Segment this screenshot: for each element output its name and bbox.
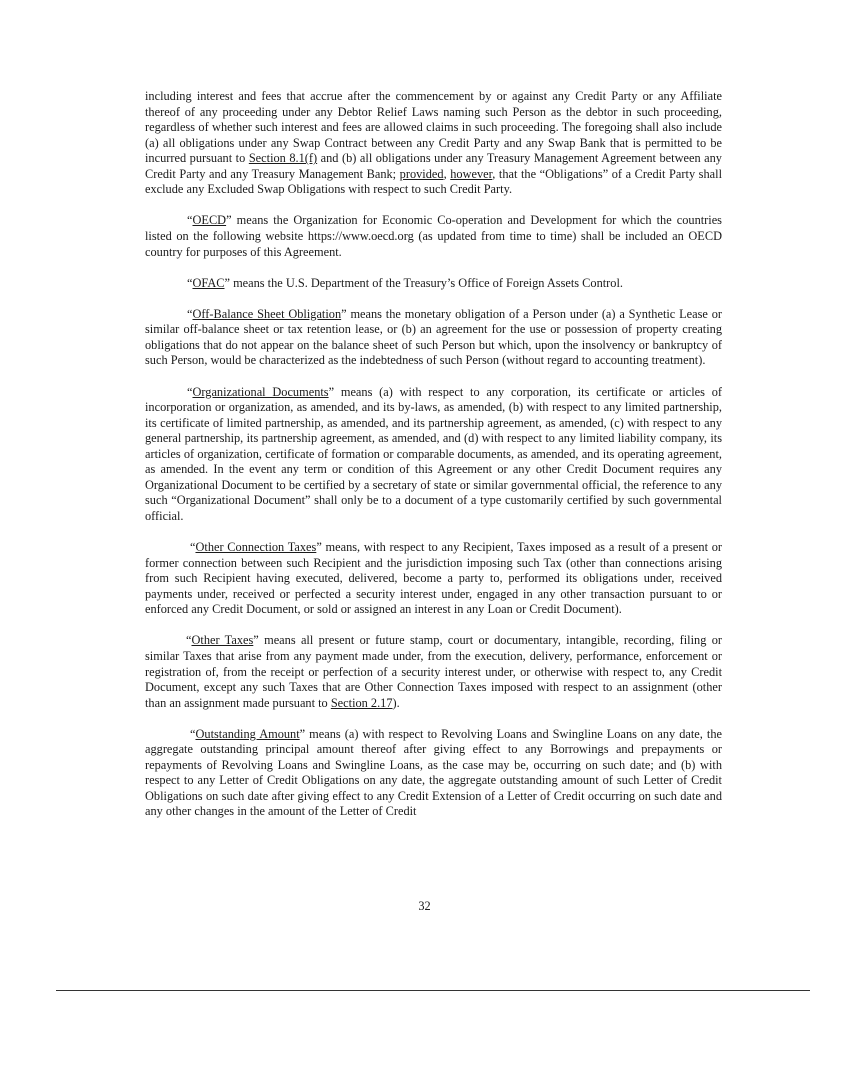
definition-text: ” means the monetary obligation of a Person under (a) a Synthetic Lease or similar off-balance sheet or tax retention lease, or (b) an agreement for the use or possession of property creating obligations that do not appear on the balance sheet of such Person but which, upon the insolvency or bankruptcy of such Person, would be characterized as the indebtedness of such Person (without regard to accounting treatment). (145, 306, 722, 368)
definition-ofac (145, 276, 722, 292)
definition-other-connection-taxes (145, 540, 722, 618)
definition-text: ” means the U.S. Department of the Treasury’s Office of Foreign Assets Control. (224, 275, 623, 290)
page-body (145, 89, 722, 820)
definition-text: ” means (a) with respect to Revolving Loans and Swingline Loans on any date, the aggregate outstanding principal amount thereof after giving effect to any Borrowings and prepayments or repayments of Revolving Loans and Swingline Loans, as the case may be, occurring on such date; and (b) with respect to any Letter of Credit Obligations on any date, the aggregate outstanding amount of such Letter of Credit Obligations on such date after giving effect to any Credit Extension of a Letter of Credit occurring on such date and any other changes in the amount of the Letter of Credit (145, 726, 722, 819)
defined-term: OFAC (192, 275, 225, 290)
paragraph-text: and (b) all obligations under any Treasury Management Agreement between any Credit Party and any Treasury Management Bank; (145, 151, 722, 181)
page-number: 32 (418, 899, 431, 913)
defined-term: OECD (192, 213, 227, 228)
emphasis-however: however (450, 166, 493, 181)
emphasis-provided: provided (399, 166, 444, 181)
open-quote: “ (186, 633, 192, 648)
paragraph-text: , (443, 166, 451, 181)
open-quote: “ (190, 540, 196, 555)
defined-term: Off-Balance Sheet Obligation (192, 306, 342, 321)
defined-term: Outstanding Amount (195, 726, 300, 741)
defined-term: Other Taxes (191, 633, 254, 648)
open-quote: “ (187, 306, 193, 321)
defined-term: Other Connection Taxes (195, 540, 317, 555)
definition-oecd (145, 213, 722, 260)
obligations-continuation-paragraph (145, 89, 722, 198)
open-quote: “ (187, 213, 193, 228)
section-reference: Section 2.17 (330, 695, 393, 710)
definition-text: ” means the Organization for Economic Co-operation and Development for which the countries listed on the following website https://www.oecd.org (as updated from time to time) shall be included an OECD country for purposes of this Agreement. (145, 213, 722, 259)
paragraph-text: including interest and fees that accrue after the commencement by or against any Credit Party or any Affiliate thereof of any proceeding under any Debtor Relief Laws naming such Person as the debtor in such proceeding, regardless of whether such interest and fees are allowed claims in such proceeding. The foregoing shall also include (a) all obligations under any Swap Contract between any Credit Party and any Swap Bank that is permitted to be incurred pursuant to (145, 89, 722, 166)
definition-other-taxes (145, 633, 722, 711)
definition-text: ” means, with respect to any Recipient, Taxes imposed as a result of a present or former connection between such Recipient and the jurisdiction imposing such Tax (other than connections arising from such Recipient having executed, delivered, become a party to, performed its obligations under, received payments under, received or perfected a security interest under, engaged in any other transaction pursuant to or enforced any Credit Document, or sold or assigned an interest in any Loan or Credit Document). (145, 540, 723, 617)
definition-text: ” means all present or future stamp, court or documentary, intangible, recording, filing or similar Taxes that arise from any payment made under, from the execution, delivery, performance, enforcement or registration of, from the receipt or perfection of a security interest under, or otherwise with respect to, any Credit Document, except any such Taxes that are Other Connection Taxes imposed with respect to an assignment (other than an assignment made pursuant to (145, 633, 722, 710)
paragraph-text: , that the “Obligations” of a Credit Party shall exclude any Excluded Swap Obligations with respect to such Credit Party. (145, 166, 722, 197)
closing-punctuation: ). (392, 695, 400, 710)
open-quote: “ (190, 726, 196, 741)
footer-divider (56, 990, 810, 991)
definition-text: ” means (a) with respect to any corporation, its certificate or articles of incorporation or organization, as amended, and its by-laws, as amended, (b) with respect to any limited partnership, its certificate of limited partnership, as amended, and its partnership agreement, as amended, (c) with respect to any general partnership, its partnership agreement, as amended, and (d) with respect to any limited liability company, its articles of organization, certificate of formation or comparable documents, as amended, and its operating agreement, as amended. In the event any term or condition of this Agreement or any other Credit Document requires any Organizational Document to be certified by a secretary of state or similar governmental official, the reference to any such “Organizational Document” shall only be to a document of a type customarily certified by such governmental official. (145, 384, 722, 523)
defined-term: Organizational Documents (192, 384, 329, 399)
definition-off-balance-sheet-obligation (145, 307, 722, 369)
open-quote: “ (187, 275, 193, 290)
section-reference: Section 8.1(f) (248, 151, 318, 166)
open-quote: “ (187, 384, 193, 399)
definition-outstanding-amount (145, 727, 722, 820)
definition-organizational-documents (145, 385, 722, 525)
